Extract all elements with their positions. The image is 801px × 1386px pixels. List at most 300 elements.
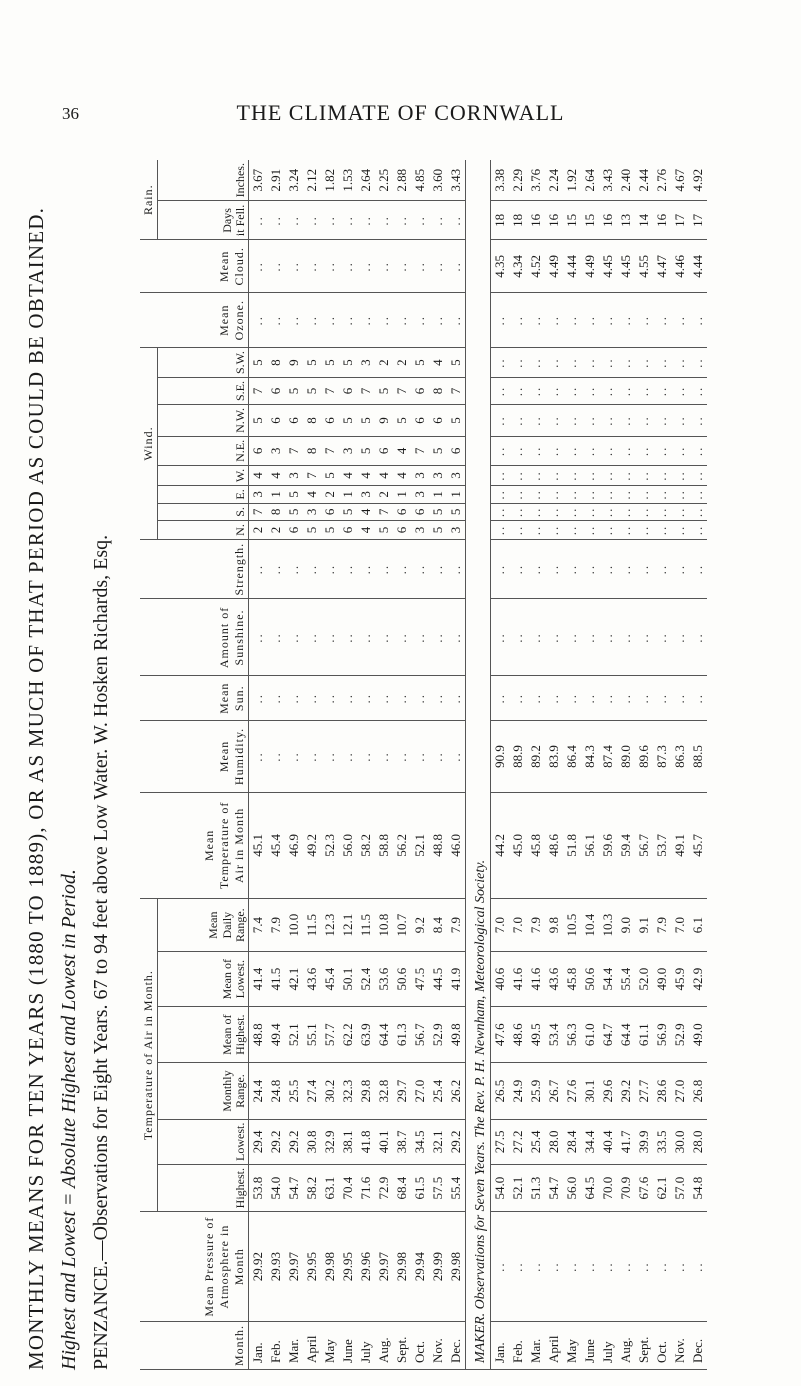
value-cell: 4.45 (617, 240, 635, 293)
value-cell: 30.1 (581, 1063, 599, 1119)
means-table (140, 160, 707, 1370)
value-cell: .. (527, 599, 545, 676)
value-cell: .. (599, 539, 617, 599)
value-cell: 7.9 (267, 898, 285, 951)
value-cell: .. (671, 503, 689, 521)
value-cell: 4 (267, 465, 285, 485)
temp-subheader: Mean Daily Range. (158, 898, 249, 951)
value-cell: 12.3 (321, 898, 339, 951)
value-cell: .. (357, 599, 375, 676)
value-cell: .. (527, 539, 545, 599)
value-cell: 61.5 (411, 1164, 429, 1211)
value-cell: 9 (375, 405, 393, 437)
value-cell: 8 (267, 503, 285, 521)
value-cell: .. (491, 676, 510, 721)
value-cell: 56.0 (339, 792, 357, 898)
temp-subheader: Mean of Lowest. (158, 952, 249, 1007)
value-cell: 4 (303, 486, 321, 504)
value-cell: .. (635, 293, 653, 348)
value-cell: .. (689, 405, 707, 437)
value-cell: .. (303, 599, 321, 676)
value-cell: 89.2 (527, 721, 545, 793)
value-cell: .. (581, 405, 599, 437)
value-cell: 4.46 (671, 240, 689, 293)
value-cell: 52.9 (429, 1006, 447, 1063)
value-cell: 27.6 (563, 1063, 581, 1119)
table-row (545, 160, 563, 1370)
page-number: 36 (62, 104, 79, 123)
value-cell: .. (285, 240, 303, 293)
month-cell: Dec. (447, 1321, 466, 1369)
table-row (429, 160, 447, 1370)
value-cell: .. (653, 521, 671, 540)
value-cell: 32.9 (321, 1119, 339, 1164)
table-row (285, 160, 303, 1370)
value-cell: .. (429, 721, 447, 793)
value-cell: .. (375, 293, 393, 348)
value-cell: 56.7 (635, 792, 653, 898)
maker-section-label: MAKER. Observations for Seven Years. The Rev. P. H. Newnham, Meteorological Society. (466, 160, 491, 1370)
value-cell: 86.4 (563, 721, 581, 793)
value-cell: .. (563, 539, 581, 599)
value-cell: .. (635, 503, 653, 521)
value-cell: .. (375, 539, 393, 599)
value-cell: .. (617, 521, 635, 540)
value-cell: 30.2 (321, 1063, 339, 1119)
value-cell: 29.6 (599, 1063, 617, 1119)
value-cell: .. (527, 436, 545, 465)
value-cell: 2.64 (581, 160, 599, 201)
wind-subheader: N. (158, 521, 249, 540)
value-cell: .. (581, 503, 599, 521)
value-cell: 59.6 (599, 792, 617, 898)
value-cell: 41.6 (509, 952, 527, 1007)
wind-subheader: S. (158, 503, 249, 521)
value-cell: .. (491, 378, 510, 405)
value-cell: 2 (393, 348, 411, 378)
value-cell: .. (671, 348, 689, 378)
month-cell: Aug. (375, 1321, 393, 1369)
value-cell: .. (509, 378, 527, 405)
value-cell: 5 (357, 436, 375, 465)
table-row (491, 160, 510, 1370)
value-cell: 2 (375, 486, 393, 504)
value-cell: 54.4 (599, 952, 617, 1007)
value-cell: .. (635, 599, 653, 676)
value-cell: .. (599, 405, 617, 437)
value-cell: 7 (447, 378, 466, 405)
value-cell: 4 (249, 465, 268, 485)
value-cell: 51.8 (563, 792, 581, 898)
value-cell: .. (545, 293, 563, 348)
value-cell: 29.95 (303, 1212, 321, 1322)
value-cell: 53.6 (375, 952, 393, 1007)
month-cell: June (581, 1321, 599, 1369)
value-cell: .. (285, 539, 303, 599)
value-cell: 5 (447, 503, 466, 521)
value-cell: 29.97 (375, 1212, 393, 1322)
value-cell: 49.2 (303, 792, 321, 898)
temperature-group-header: Temperature of Air in Month. (140, 898, 158, 1211)
value-cell: 8 (267, 348, 285, 378)
value-cell: 87.4 (599, 721, 617, 793)
value-cell: 2.29 (509, 160, 527, 201)
value-cell: .. (509, 293, 527, 348)
value-cell: 29.2 (285, 1119, 303, 1164)
value-cell: .. (671, 1212, 689, 1322)
value-cell: .. (671, 676, 689, 721)
value-cell: .. (617, 436, 635, 465)
value-cell: 3 (447, 465, 466, 485)
value-cell: 3 (285, 465, 303, 485)
value-cell: .. (599, 378, 617, 405)
value-cell: .. (581, 486, 599, 504)
value-cell: .. (653, 486, 671, 504)
value-cell: .. (617, 599, 635, 676)
value-cell: 27.4 (303, 1063, 321, 1119)
value-cell: .. (527, 1212, 545, 1322)
value-cell: 24.4 (249, 1063, 268, 1119)
value-cell: .. (563, 1212, 581, 1322)
value-cell: .. (491, 486, 510, 504)
value-cell: 70.4 (339, 1164, 357, 1211)
value-cell: .. (249, 201, 268, 240)
value-cell: 4.67 (671, 160, 689, 201)
value-cell: .. (285, 721, 303, 793)
value-cell: .. (689, 293, 707, 348)
value-cell: 62.1 (653, 1164, 671, 1211)
value-cell: 4 (357, 521, 375, 540)
value-cell: 5 (285, 486, 303, 504)
value-cell: 41.7 (617, 1119, 635, 1164)
value-cell: 6 (285, 405, 303, 437)
value-cell: .. (411, 721, 429, 793)
value-cell: 29.94 (411, 1212, 429, 1322)
value-cell: 3.67 (249, 160, 268, 201)
value-cell: 57.5 (429, 1164, 447, 1211)
table-row (393, 160, 411, 1370)
value-cell: .. (617, 503, 635, 521)
value-cell: .. (249, 676, 268, 721)
value-cell: .. (357, 240, 375, 293)
month-cell: May (563, 1321, 581, 1369)
value-cell: 3.38 (491, 160, 510, 201)
value-cell: .. (617, 293, 635, 348)
value-cell: 3 (339, 436, 357, 465)
value-cell: 8.4 (429, 898, 447, 951)
value-cell: .. (285, 201, 303, 240)
value-cell: .. (447, 240, 466, 293)
value-cell: .. (689, 539, 707, 599)
value-cell: 62.2 (339, 1006, 357, 1063)
value-cell: .. (563, 486, 581, 504)
value-cell: .. (581, 436, 599, 465)
value-cell: 45.9 (671, 952, 689, 1007)
value-cell: 52.0 (635, 952, 653, 1007)
value-cell: 30.0 (671, 1119, 689, 1164)
value-cell: 50.6 (581, 952, 599, 1007)
value-cell: .. (267, 240, 285, 293)
temp-subheader: Highest. (158, 1164, 249, 1211)
value-cell: .. (545, 676, 563, 721)
value-cell: 10.8 (375, 898, 393, 951)
table-row (671, 160, 689, 1370)
value-cell: 13 (617, 201, 635, 240)
value-cell: 2.24 (545, 160, 563, 201)
value-cell: .. (635, 348, 653, 378)
value-cell: 72.9 (375, 1164, 393, 1211)
month-cell: May (321, 1321, 339, 1369)
value-cell: .. (267, 201, 285, 240)
value-cell: .. (563, 293, 581, 348)
value-cell: 58.2 (303, 1164, 321, 1211)
value-cell: .. (411, 293, 429, 348)
value-cell: 34.5 (411, 1119, 429, 1164)
value-cell: .. (653, 503, 671, 521)
value-cell: 4.52 (527, 240, 545, 293)
value-cell: 29.4 (249, 1119, 268, 1164)
value-cell: 44.2 (491, 792, 510, 898)
value-cell: .. (393, 721, 411, 793)
value-cell: 3 (357, 486, 375, 504)
value-cell: 7 (285, 436, 303, 465)
value-cell: 30.8 (303, 1119, 321, 1164)
value-cell: .. (491, 436, 510, 465)
value-cell: .. (447, 721, 466, 793)
value-cell: 45.7 (689, 792, 707, 898)
value-cell: 1.53 (339, 160, 357, 201)
value-cell: 46.9 (285, 792, 303, 898)
value-cell: 40.4 (599, 1119, 617, 1164)
value-cell: .. (653, 465, 671, 485)
month-cell: April (303, 1321, 321, 1369)
value-cell: 6 (447, 436, 466, 465)
value-cell: 3 (357, 348, 375, 378)
value-cell: .. (527, 378, 545, 405)
value-cell: .. (375, 676, 393, 721)
value-cell: 24.9 (509, 1063, 527, 1119)
table-row (303, 160, 321, 1370)
value-cell: .. (635, 539, 653, 599)
value-cell: 6 (393, 503, 411, 521)
value-cell: 2 (249, 521, 268, 540)
value-cell: 10.5 (563, 898, 581, 951)
value-cell: .. (671, 539, 689, 599)
month-cell: Oct. (411, 1321, 429, 1369)
value-cell: 40.6 (491, 952, 510, 1007)
value-cell: .. (447, 539, 466, 599)
value-cell: 2 (321, 486, 339, 504)
value-cell: 29.2 (617, 1063, 635, 1119)
value-cell: 68.4 (393, 1164, 411, 1211)
value-cell: 51.3 (527, 1164, 545, 1211)
table-subtitle: Highest and Lowest = Absolute Highest and Lowest in Period. (58, 869, 80, 1370)
value-cell: 70.9 (617, 1164, 635, 1211)
value-cell: 7 (249, 378, 268, 405)
value-cell: 56.2 (393, 792, 411, 898)
value-cell: 52.1 (509, 1164, 527, 1211)
value-cell: .. (635, 1212, 653, 1322)
value-cell: .. (581, 293, 599, 348)
value-cell: .. (321, 676, 339, 721)
value-cell: 16 (599, 201, 617, 240)
value-cell: 7 (321, 378, 339, 405)
value-cell: .. (581, 378, 599, 405)
value-cell: .. (429, 599, 447, 676)
month-cell: Dec. (689, 1321, 707, 1369)
value-cell: 29.2 (267, 1119, 285, 1164)
value-cell: .. (599, 465, 617, 485)
value-cell: 4 (393, 436, 411, 465)
value-cell: 45.4 (321, 952, 339, 1007)
value-cell: 11.5 (357, 898, 375, 951)
value-cell: .. (375, 201, 393, 240)
value-cell: .. (581, 465, 599, 485)
value-cell: .. (375, 599, 393, 676)
value-cell: .. (545, 486, 563, 504)
value-cell: 57.7 (321, 1006, 339, 1063)
value-cell: .. (635, 465, 653, 485)
value-cell: .. (545, 405, 563, 437)
value-cell: 4 (393, 465, 411, 485)
value-cell: .. (285, 676, 303, 721)
value-cell: .. (375, 240, 393, 293)
value-cell: 29.92 (249, 1212, 268, 1322)
value-cell: .. (545, 539, 563, 599)
value-cell: .. (447, 599, 466, 676)
month-cell: April (545, 1321, 563, 1369)
value-cell: .. (581, 348, 599, 378)
value-cell: 54.8 (689, 1164, 707, 1211)
value-cell: .. (635, 378, 653, 405)
value-cell: 29.98 (393, 1212, 411, 1322)
value-cell: 86.3 (671, 721, 689, 793)
value-cell: 29.97 (285, 1212, 303, 1322)
value-cell: 56.0 (563, 1164, 581, 1211)
value-cell: 61.0 (581, 1006, 599, 1063)
value-cell: 7.0 (491, 898, 510, 951)
value-cell: 28.0 (689, 1119, 707, 1164)
value-cell: 56.1 (581, 792, 599, 898)
value-cell: .. (509, 348, 527, 378)
value-cell: 3.60 (429, 160, 447, 201)
value-cell: 48.6 (509, 1006, 527, 1063)
value-cell: 45.8 (527, 792, 545, 898)
value-cell: 39.9 (635, 1119, 653, 1164)
value-cell: 2.12 (303, 160, 321, 201)
value-cell: 56.9 (653, 1006, 671, 1063)
value-cell: .. (509, 599, 527, 676)
value-cell: 6 (321, 503, 339, 521)
value-cell: 2.40 (617, 160, 635, 201)
value-cell: .. (527, 405, 545, 437)
value-cell: 34.4 (581, 1119, 599, 1164)
value-cell: .. (599, 486, 617, 504)
table-row (249, 160, 268, 1370)
value-cell: 7 (357, 378, 375, 405)
value-cell: .. (509, 405, 527, 437)
value-cell: .. (653, 539, 671, 599)
value-cell: 17 (671, 201, 689, 240)
value-cell: .. (321, 293, 339, 348)
value-cell: .. (339, 599, 357, 676)
value-cell: .. (653, 436, 671, 465)
value-cell: .. (357, 676, 375, 721)
value-cell: 64.7 (599, 1006, 617, 1063)
value-cell: 46.0 (447, 792, 466, 898)
table-row (375, 160, 393, 1370)
month-cell: Nov. (671, 1321, 689, 1369)
value-cell: 9 (285, 348, 303, 378)
value-cell: 49.1 (671, 792, 689, 898)
value-cell: .. (429, 293, 447, 348)
value-cell: 12.1 (339, 898, 357, 951)
value-cell: .. (563, 465, 581, 485)
value-cell: 4.45 (599, 240, 617, 293)
value-cell: 41.5 (267, 952, 285, 1007)
value-cell: 4.92 (689, 160, 707, 201)
table-row (599, 160, 617, 1370)
value-cell: 29.98 (321, 1212, 339, 1322)
value-cell: 59.4 (617, 792, 635, 898)
value-cell: 53.4 (545, 1006, 563, 1063)
value-cell: .. (249, 539, 268, 599)
wind-group-header: Wind. (140, 348, 158, 540)
value-cell: 41.4 (249, 952, 268, 1007)
value-cell: .. (581, 1212, 599, 1322)
value-cell: 3 (429, 465, 447, 485)
page-header (0, 0, 801, 125)
value-cell: .. (689, 599, 707, 676)
value-cell: .. (635, 676, 653, 721)
value-cell: .. (653, 348, 671, 378)
value-cell: .. (599, 676, 617, 721)
value-cell: 6 (411, 378, 429, 405)
value-cell: 3 (411, 465, 429, 485)
value-cell: 5 (357, 405, 375, 437)
value-cell: 32.8 (375, 1063, 393, 1119)
value-cell: .. (357, 201, 375, 240)
value-cell: .. (509, 521, 527, 540)
month-cell: Oct. (653, 1321, 671, 1369)
value-cell: 10.3 (599, 898, 617, 951)
value-cell: .. (491, 465, 510, 485)
mean-temp-header: Mean Temperature of Air in Month (140, 792, 249, 898)
value-cell: .. (249, 240, 268, 293)
value-cell: 90.9 (491, 721, 510, 793)
value-cell: .. (267, 293, 285, 348)
value-cell: .. (545, 436, 563, 465)
value-cell: .. (393, 599, 411, 676)
value-cell: 89.6 (635, 721, 653, 793)
value-cell: .. (635, 436, 653, 465)
value-cell: 49.5 (527, 1006, 545, 1063)
value-cell: .. (635, 405, 653, 437)
value-cell: .. (563, 676, 581, 721)
value-cell: 16 (527, 201, 545, 240)
table-row (635, 160, 653, 1370)
value-cell: 27.2 (509, 1119, 527, 1164)
value-cell: 29.7 (393, 1063, 411, 1119)
value-cell: 5 (447, 348, 466, 378)
value-cell: 1 (393, 486, 411, 504)
pressure-header: Mean Pressure of Atmosphere in Month (140, 1212, 249, 1322)
value-cell: .. (509, 436, 527, 465)
value-cell: 14 (635, 201, 653, 240)
value-cell: .. (429, 676, 447, 721)
value-cell: 2.25 (375, 160, 393, 201)
value-cell: .. (689, 348, 707, 378)
